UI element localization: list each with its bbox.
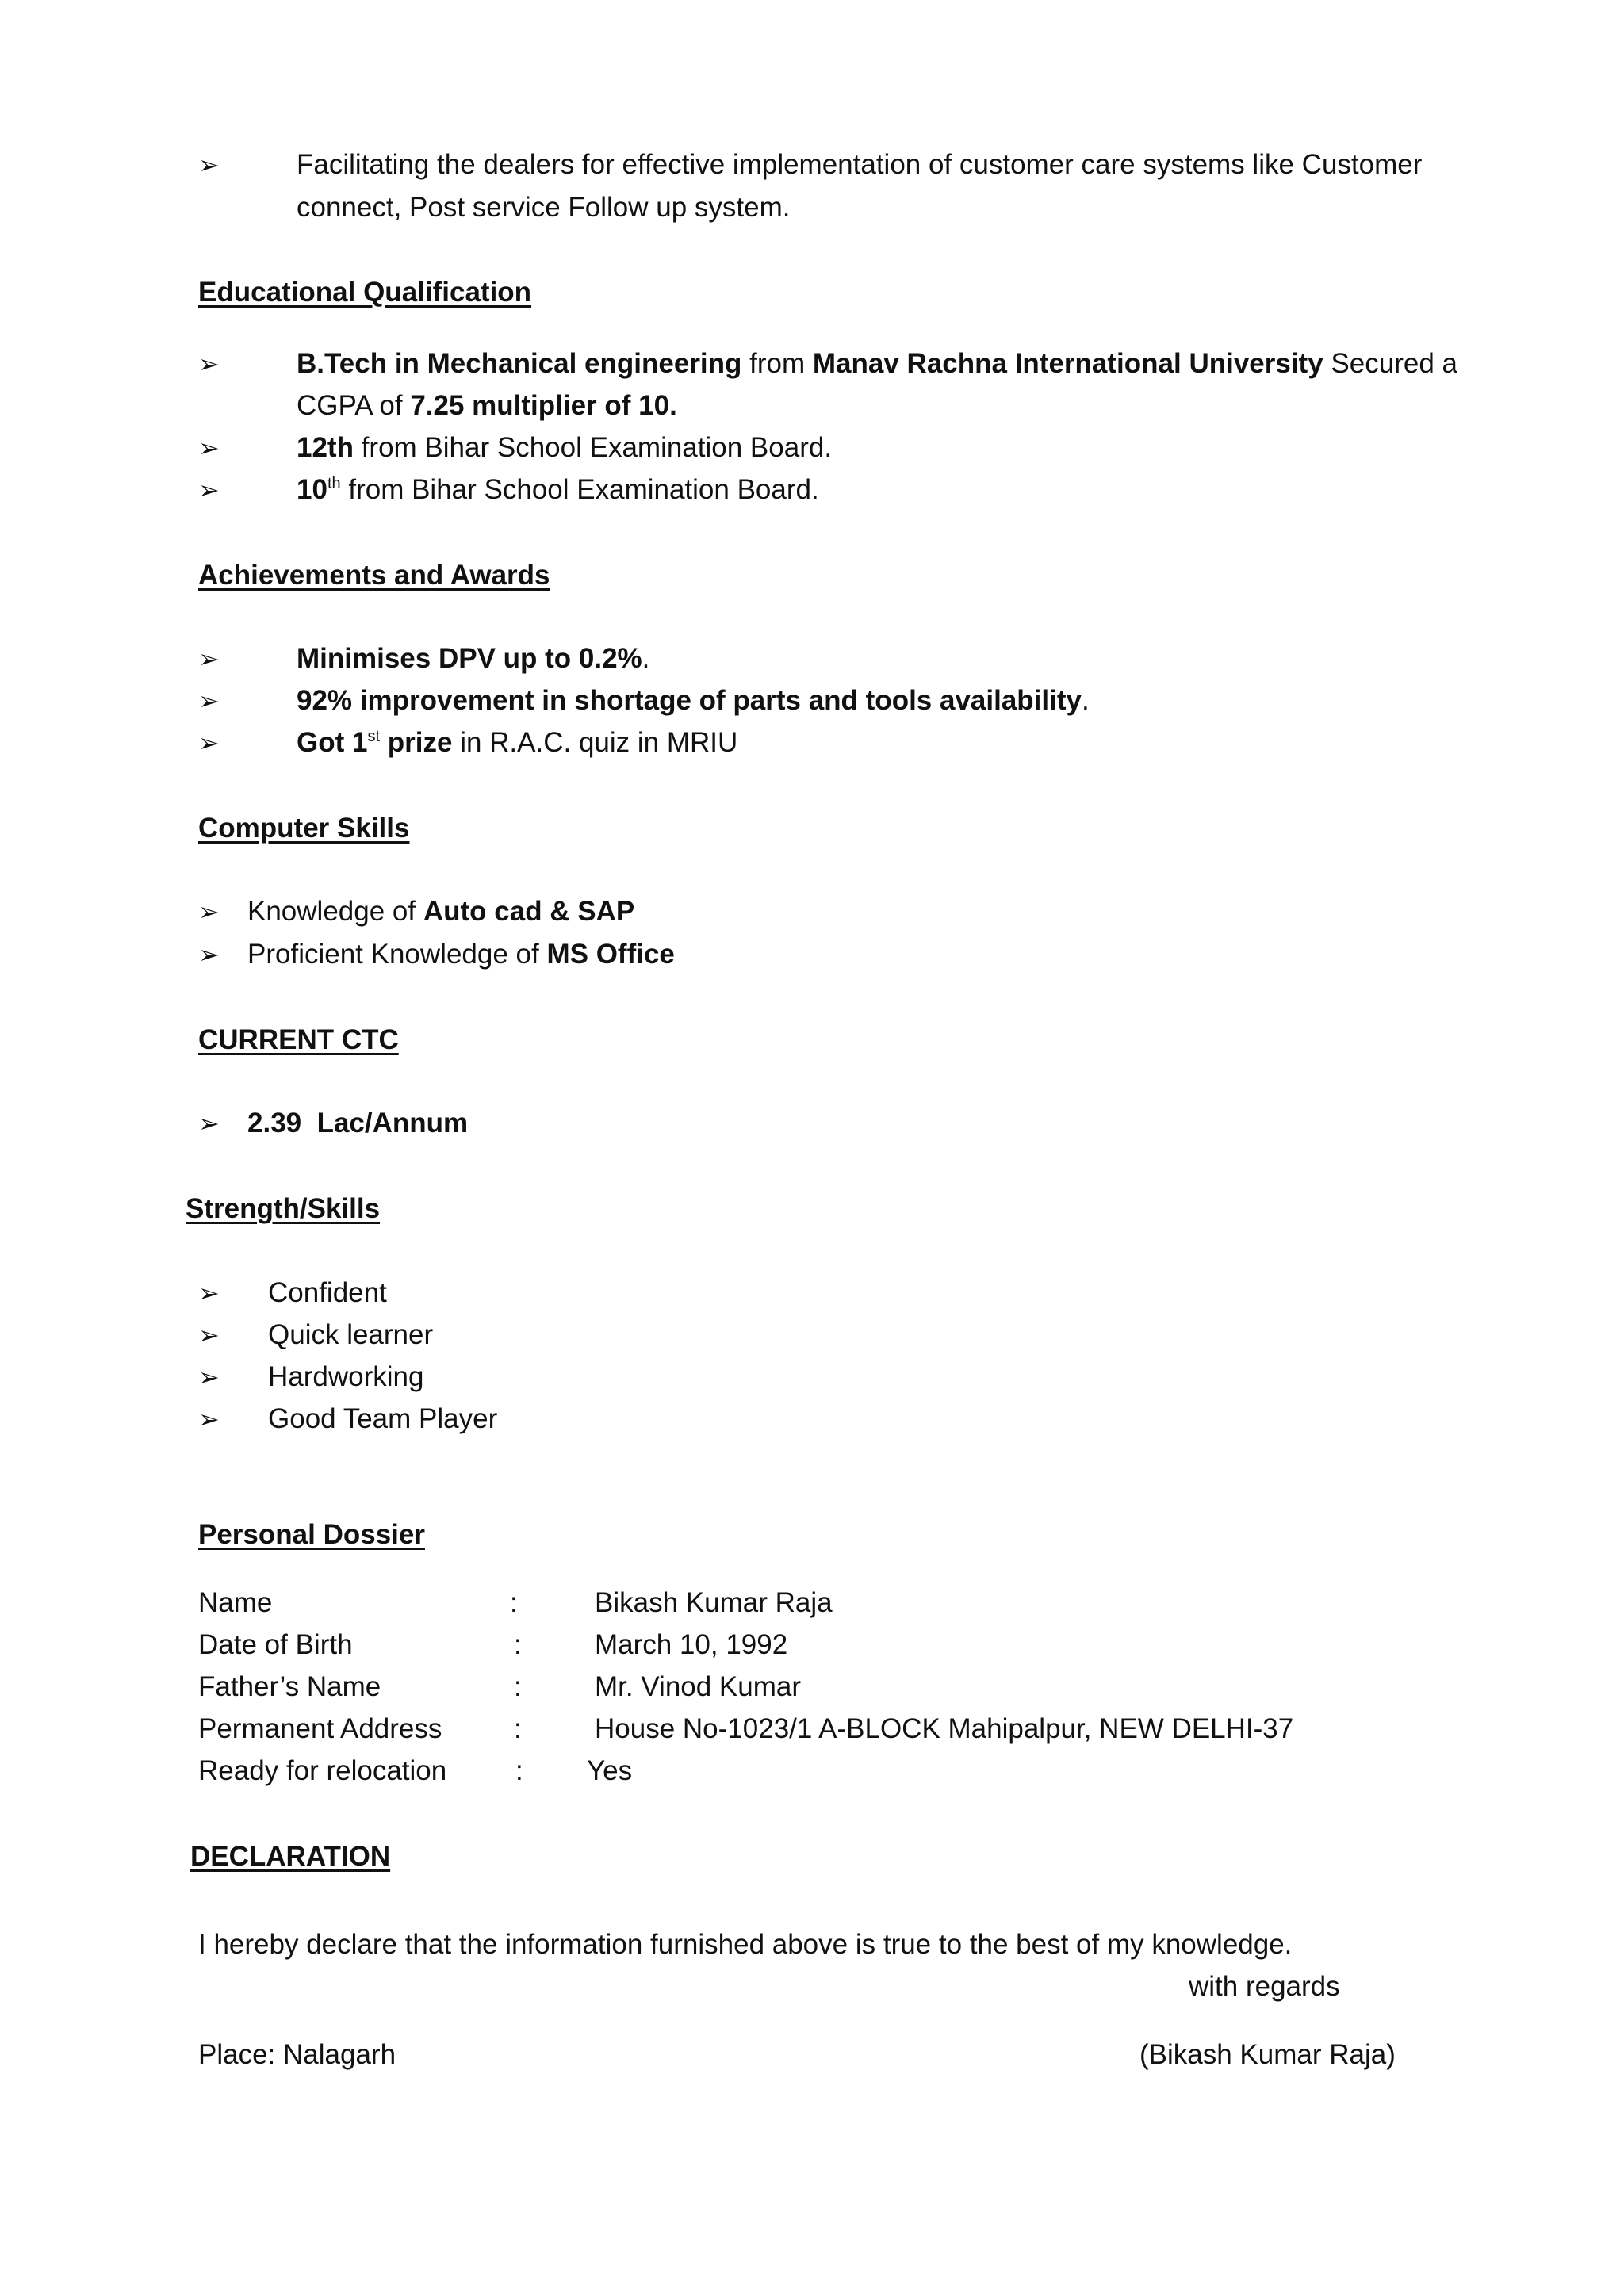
education-heading: Educational Qualification <box>198 277 532 308</box>
dossier-label-relocation: Ready for relocation <box>198 1755 447 1786</box>
bullet-icon: ➢ <box>198 151 220 179</box>
achievement-item-1 <box>297 641 649 676</box>
intro-line-2: connect, Post service Follow up system. <box>297 192 791 223</box>
computer-skills-heading: Computer Skills <box>198 813 410 844</box>
achievement-1-rest: . <box>642 643 650 674</box>
ctc-value <box>247 1106 468 1141</box>
achievement-3-bold-b: prize <box>387 727 453 758</box>
bullet-icon: ➢ <box>198 897 220 926</box>
strength-item: Good Team Player <box>268 1403 498 1434</box>
ctc-value-bold: 2.39 Lac/Annum <box>247 1108 469 1138</box>
declaration-heading: DECLARATION <box>190 1841 391 1872</box>
dossier-value-father: Mr. Vinod Kumar <box>595 1671 802 1702</box>
tenth-grade: 10 <box>297 474 327 505</box>
bullet-icon: ➢ <box>198 1109 220 1138</box>
achievement-3-bold-a: Got 1 <box>297 727 368 758</box>
dossier-separator: : <box>515 1755 523 1786</box>
twelfth-grade: 12th <box>297 432 354 463</box>
computer-skill-1-text: Knowledge of <box>247 896 416 927</box>
btech-from: from <box>749 348 806 379</box>
education-cgpa-line <box>297 388 677 423</box>
tenth-board: from Bihar School Examination Board. <box>348 474 819 505</box>
bullet-icon: ➢ <box>198 1321 220 1349</box>
dossier-value-dob: March 10, 1992 <box>595 1629 788 1660</box>
btech-degree: B.Tech in Mechanical engineering <box>297 348 742 379</box>
bullet-icon: ➢ <box>198 1363 220 1391</box>
achievement-item-3 <box>297 725 737 760</box>
computer-skill-1-bold: Auto cad & SAP <box>423 896 635 927</box>
computer-skill-2-text: Proficient Knowledge of <box>247 939 539 970</box>
dossier-separator: : <box>510 1587 518 1618</box>
bullet-icon: ➢ <box>198 940 220 969</box>
intro-line-1: Facilitating the dealers for effective implementation of customer care systems like Customer <box>297 149 1423 180</box>
cgpa-value: 7.25 multiplier of 10. <box>410 390 677 421</box>
btech-secured: Secured a <box>1331 348 1457 379</box>
bullet-icon: ➢ <box>198 476 220 504</box>
dossier-separator: : <box>514 1671 522 1702</box>
bullet-icon: ➢ <box>198 729 220 757</box>
achievements-heading: Achievements and Awards <box>198 560 550 591</box>
dossier-heading: Personal Dossier <box>198 1519 425 1550</box>
strength-item: Confident <box>268 1277 387 1308</box>
bullet-icon: ➢ <box>198 645 220 673</box>
education-10th-line <box>297 473 819 507</box>
dossier-label-name: Name <box>198 1587 273 1618</box>
achievement-2-rest: . <box>1081 685 1090 716</box>
declaration-place: Place: Nalagarh <box>198 2039 396 2070</box>
declaration-closing: with regards <box>1189 1971 1340 2002</box>
dossier-separator: : <box>514 1713 522 1744</box>
computer-skill-2 <box>247 937 675 972</box>
strengths-heading: Strength/Skills <box>186 1193 381 1224</box>
dossier-label-address: Permanent Address <box>198 1713 442 1744</box>
computer-skill-1 <box>247 894 634 929</box>
achievement-2-bold: 92% improvement in shortage of parts and tools availability <box>297 685 1082 716</box>
strength-item: Quick learner <box>268 1319 434 1350</box>
education-12th-line <box>297 430 832 465</box>
achievement-1-bold: Minimises DPV up to 0.2% <box>297 643 642 674</box>
dossier-value-name: Bikash Kumar Raja <box>595 1587 833 1618</box>
achievement-3-sup: st <box>367 728 381 745</box>
achievement-item-2 <box>297 683 1090 718</box>
dossier-separator: : <box>514 1629 522 1660</box>
tenth-sup: th <box>327 475 341 492</box>
dossier-label-dob: Date of Birth <box>198 1629 353 1660</box>
cgpa-prefix: CGPA of <box>297 390 403 421</box>
ctc-heading: CURRENT CTC <box>198 1024 399 1055</box>
bullet-icon: ➢ <box>198 687 220 715</box>
dossier-value-relocation: Yes <box>587 1755 633 1786</box>
achievement-3-rest: in R.A.C. quiz in MRIU <box>460 727 738 758</box>
bullet-icon: ➢ <box>198 1279 220 1307</box>
declaration-signature: (Bikash Kumar Raja) <box>1139 2039 1396 2070</box>
education-btech-line <box>297 346 1457 381</box>
dossier-label-father: Father’s Name <box>198 1671 381 1702</box>
bullet-icon: ➢ <box>198 434 220 462</box>
declaration-text: I hereby declare that the information furnished above is true to the best of my knowledge. <box>198 1929 1293 1960</box>
strength-item: Hardworking <box>268 1361 424 1392</box>
twelfth-board: from Bihar School Examination Board. <box>361 432 833 463</box>
btech-university: Manav Rachna International University <box>812 348 1323 379</box>
computer-skill-2-bold: MS Office <box>546 939 675 970</box>
bullet-icon: ➢ <box>198 1405 220 1433</box>
dossier-value-address: House No-1023/1 A-BLOCK Mahipalpur, NEW DELHI-37 <box>595 1713 1294 1744</box>
bullet-icon: ➢ <box>198 350 220 378</box>
